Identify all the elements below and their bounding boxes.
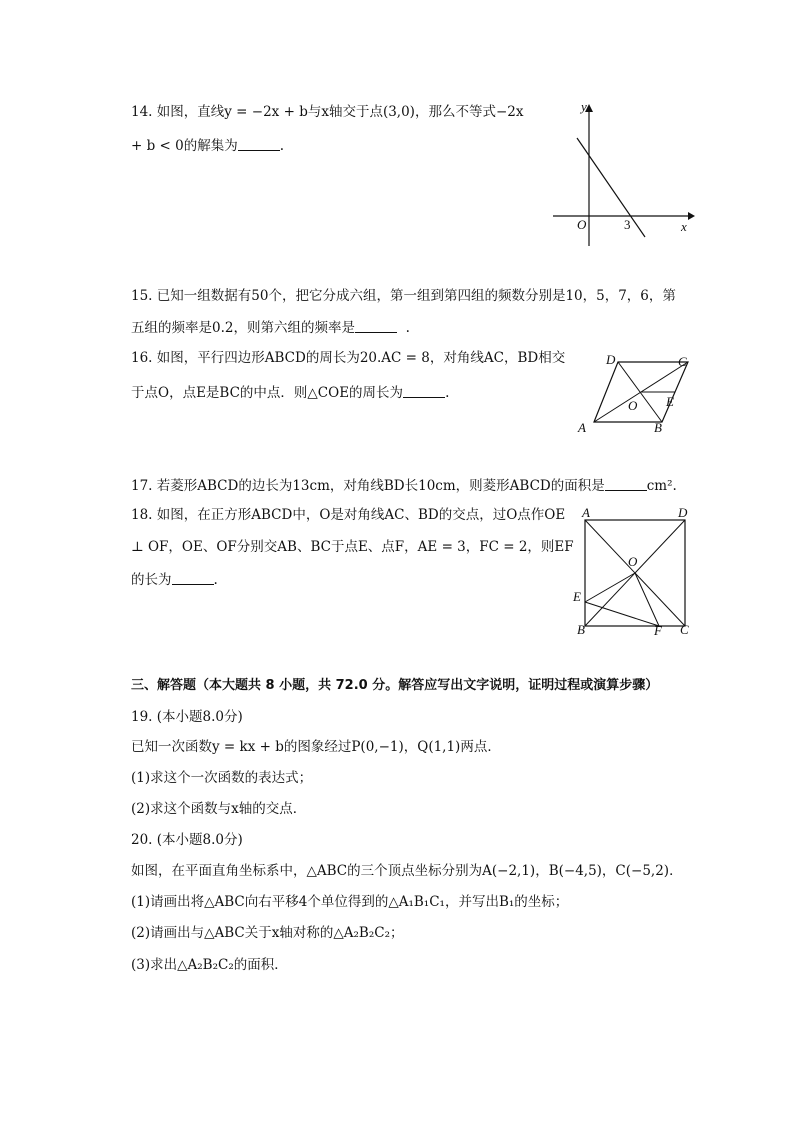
q16-line-2 bbox=[131, 385, 449, 401]
q18-figure bbox=[573, 506, 703, 636]
q18-line-3-end: . bbox=[213, 572, 218, 588]
q14-label-3: 3 bbox=[624, 217, 631, 232]
q18-segment-of bbox=[635, 573, 659, 626]
q16-label-d: D bbox=[606, 352, 616, 367]
q14-line-2-text: + b < 0的解集为 bbox=[131, 138, 238, 154]
q17-unit: cm². bbox=[646, 478, 677, 494]
q14-answer-blank[interactable] bbox=[238, 138, 280, 151]
q14-x-arrow bbox=[688, 212, 695, 220]
q19-part-1: (1)求这个一次函数的表达式； bbox=[131, 770, 313, 786]
q15-line-2 bbox=[131, 320, 410, 336]
q18-label-a: A bbox=[582, 505, 590, 520]
q18-line-2: ⊥ OF，OE、OF分别交AB、BC于点E、点F，AE = 3，FC = 2，则EF bbox=[131, 539, 574, 555]
q19-stem: 已知一次函数y = kx + b的图象经过P(0,−1)，Q(1,1)两点． bbox=[131, 739, 501, 755]
q20-part-3: (3)求出△A₂B₂C₂的面积． bbox=[131, 957, 288, 973]
q17-answer-blank[interactable] bbox=[605, 478, 647, 491]
q16-label-e: E bbox=[666, 394, 674, 409]
q18-label-o: O bbox=[628, 554, 638, 569]
q14-label-y: y bbox=[581, 99, 587, 114]
q18-line-3-text: 的长为 bbox=[131, 572, 172, 588]
q18-segment-oe bbox=[585, 573, 635, 602]
q16-label-o: O bbox=[628, 398, 638, 413]
q20-part-1: (1)请画出将△ABC向右平移4个单位得到的△A₁B₁C₁，并写出B₁的坐标； bbox=[131, 894, 569, 910]
q18-line-1: 18. 如图，在正方形ABCD中，O是对角线AC、BD的交点，过O点作OE bbox=[131, 507, 566, 523]
q20-part-2: (2)请画出与△ABC关于x轴对称的△A₂B₂C₂； bbox=[131, 925, 404, 941]
q18-answer-blank[interactable] bbox=[172, 572, 214, 585]
q18-label-b: B bbox=[577, 622, 585, 637]
q18-line-3 bbox=[131, 572, 218, 588]
q15-line-2-text: 五组的频率是0.2，则第六组的频率是 bbox=[131, 320, 355, 336]
q14-label-o: O bbox=[577, 217, 587, 232]
q17-text: 17. 若菱形ABCD的边长为13cm，对角线BD长10cm，则菱形ABCD的面积是 bbox=[131, 478, 605, 494]
q16-line-2-text: 于点O，点E是BC的中点．则△COE的周长为 bbox=[131, 385, 404, 401]
q14-figure bbox=[545, 100, 695, 250]
q14-label-x: x bbox=[681, 219, 687, 234]
q14-line-1: 14. 如图，直线y = −2x + b与x轴交于点(3,0)，那么不等式−2x bbox=[131, 104, 524, 120]
q16-figure bbox=[570, 350, 700, 440]
q14-line-2 bbox=[131, 138, 284, 154]
q18-label-f: F bbox=[654, 623, 662, 638]
q19-header: 19. (本小题8.0分) bbox=[131, 709, 243, 725]
q15-line-1: 15. 已知一组数据有50个，把它分成六组，第一组到第四组的频数分别是10，5，7，6，第 bbox=[131, 288, 676, 304]
q18-label-e: E bbox=[573, 589, 581, 604]
q15-answer-blank[interactable] bbox=[355, 320, 397, 333]
q18-label-d: D bbox=[678, 505, 688, 520]
q17-line bbox=[131, 478, 677, 494]
q16-answer-blank[interactable] bbox=[403, 385, 445, 398]
q16-label-b: B bbox=[654, 420, 662, 435]
q18-label-c: C bbox=[680, 622, 689, 637]
q20-stem: 如图，在平面直角坐标系中，△ABC的三个顶点坐标分别为A(−2,1)，B(−4,5)，C(−5,2)． bbox=[131, 863, 683, 879]
q20-header: 20. (本小题8.0分) bbox=[131, 832, 243, 848]
q16-line-1: 16. 如图，平行四边形ABCD的周长为20.AC = 8，对角线AC，BD相交 bbox=[131, 350, 566, 366]
q14-line-2-end: . bbox=[279, 138, 285, 154]
q16-label-c: C bbox=[678, 354, 687, 369]
q16-label-a: A bbox=[578, 420, 586, 435]
q14-line-graph bbox=[577, 138, 645, 237]
q16-line-2-end: . bbox=[445, 385, 450, 401]
section-3-title: 三、解答题（本大题共 8 小题，共 72.0 分。解答应写出文字说明，证明过程或演算步骤） bbox=[131, 678, 659, 693]
q15-line-2-end: . bbox=[405, 320, 410, 336]
q19-part-2: (2)求这个函数与x轴的交点． bbox=[131, 801, 307, 817]
